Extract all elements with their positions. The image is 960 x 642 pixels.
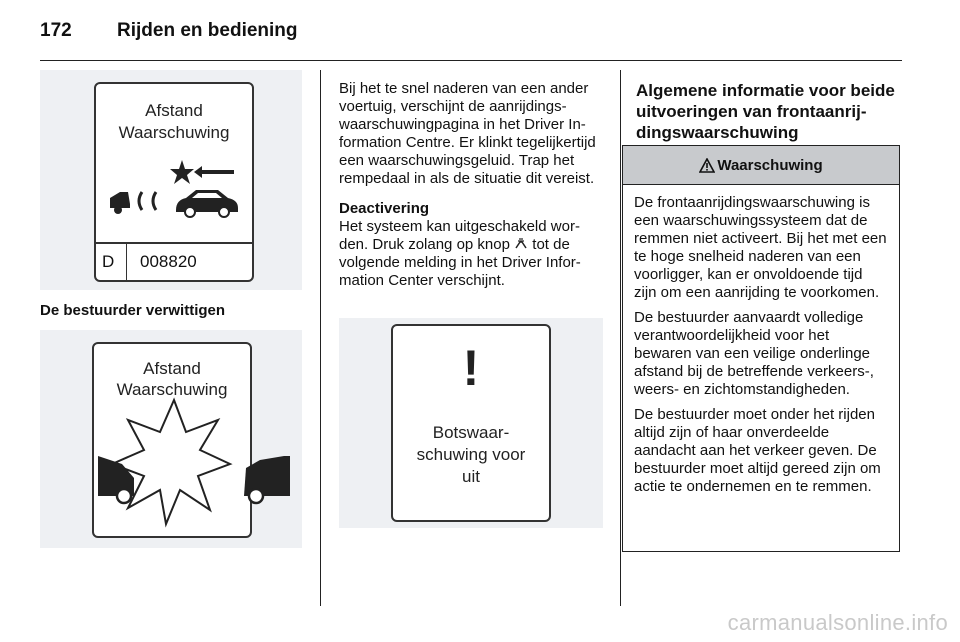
watermark: carmanualsonline.info [727,610,948,635]
section-title: Algemene informatie voor beide uitvoeringen van frontaanrijdingswaarschuwing [636,81,895,142]
deactivation-text-b: tot de volgende melding in het Driver Information Center verschijnt. [339,236,581,289]
system-off-line-1: Botswaar- [432,423,510,442]
system-off-panel [391,324,551,522]
collision-star-icon [94,392,304,542]
exclamation-icon: ! [462,340,480,396]
display-prefix: D [102,252,115,271]
distance-warning-button-icon [514,237,528,251]
warning-header [623,146,899,185]
header-divider [40,60,902,61]
deactivation-heading: Deactivering [339,200,430,217]
warning-box [622,145,900,552]
deactivation-text-a: Het systeem kan uitgeschakeld worden. Druk zolang op knop [339,218,580,253]
chapter-title: Rijden en bediening [117,20,298,41]
figure-collision-display [40,330,302,548]
figure-caption: De bestuurder verwittigen [40,302,226,319]
display-line-2: Waarschuwing [118,123,230,142]
page-number: 172 [40,20,72,41]
figure-distance-display [40,70,302,290]
display-code: 008820 [140,252,197,271]
column-2 [339,80,603,302]
collision-line-1: Afstand [143,359,201,378]
car-following-icon [106,154,244,224]
column-divider-2 [620,70,621,606]
deactivation-section [339,200,603,290]
warning-paragraph-3: De bestuurder moet onder het rijden altijd zijn of haar onverdeelde aandacht aan het verkeer geven. De bestuurder moet altijd gereed zijn om actie te ondernemen en te remmen. [634,406,881,495]
display-panel [94,82,254,282]
intro-paragraph: Bij het te snel naderen van een ander voertuig, verschijnt de aanrijdingswaarschuwingpagina in het Driver Information Centre. Er klinkt tegelijkertijd een waarschuwingsgeluid. Trap het rempedaal in als de situatie dit vereist. [339,80,596,187]
collision-line-2: Waarschuwing [116,380,228,399]
system-off-line-3: uit [462,467,480,486]
figure-system-off [339,318,603,528]
warning-paragraph-2: De bestuurder aanvaardt volledige verantwoordelijkheid voor het bewaren van een veilige onderlinge afstand bij de betreffende verkeers-, weers- en zichtomstandigheden. [634,309,874,398]
display-line-1: Afstand [145,101,203,120]
column-divider-1 [320,70,321,606]
system-off-line-2: schuwing voor [416,445,526,464]
warning-title: Waarschuwing [717,156,823,174]
page-header [40,20,920,50]
warning-paragraph-1: De frontaanrijdingswaarschuwing is een waarschuwingssysteem dat de remmen niet activeert. Bij het met een te hoge snelheid naderen van een voorligger, kan er onvoldoende tijd zijn om een aanrijding te voorkomen. [634,194,887,301]
warning-body [623,185,899,496]
warning-triangle-icon [699,158,715,173]
